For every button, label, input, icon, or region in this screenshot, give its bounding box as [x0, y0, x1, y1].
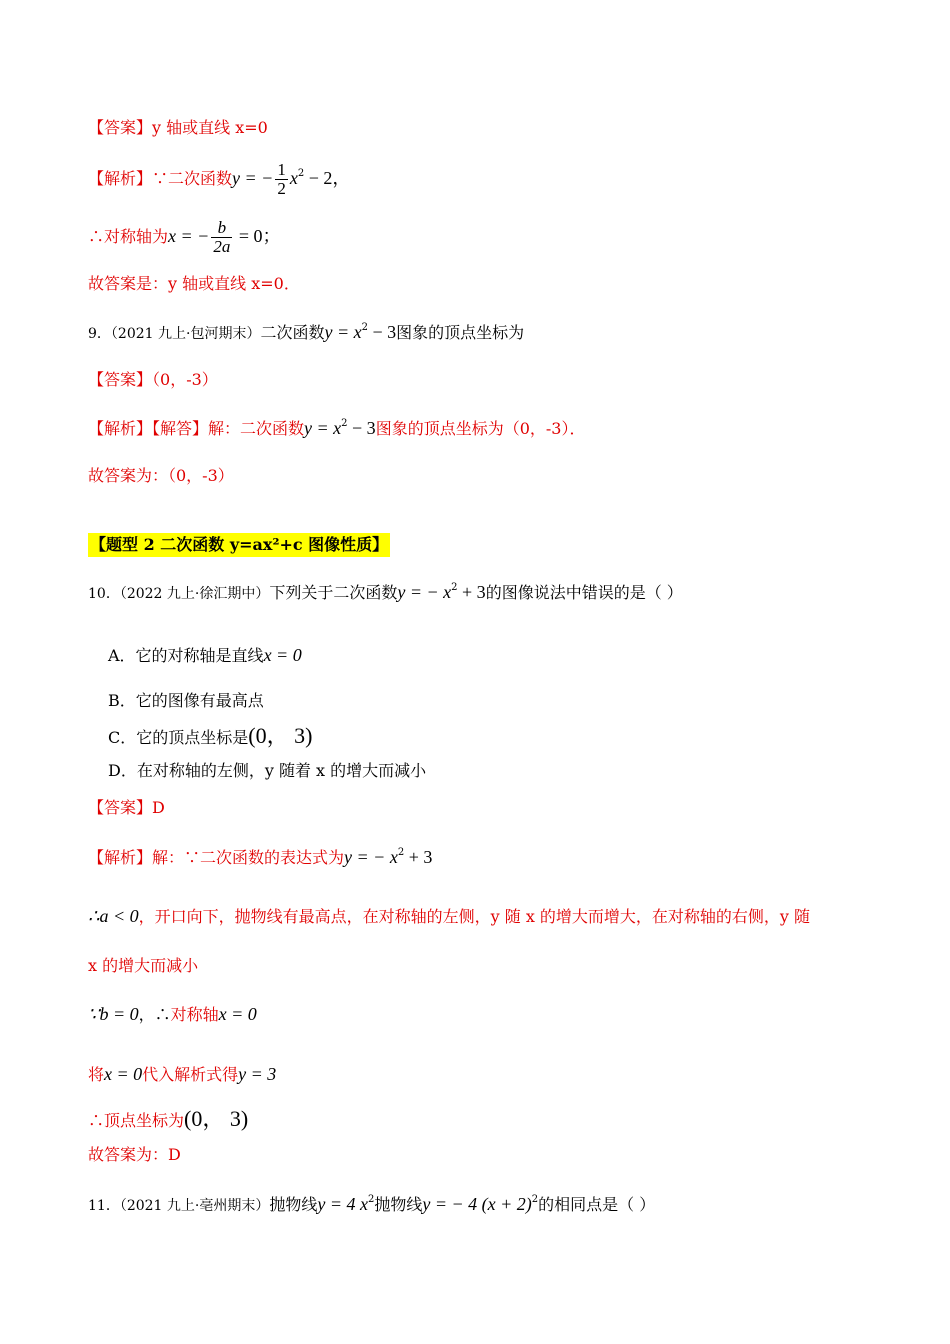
answer-tag: 【答案】: [88, 370, 153, 389]
analysis-tags: 【解析】【解答】: [88, 419, 209, 438]
step1-text: ，开口向下，抛物线有最高点，在对称轴的左侧，y 随 x 的增大而增大，在对称轴的右侧，y 随: [138, 907, 811, 926]
analysis-eq-exp: 2: [341, 418, 348, 429]
q10-conclusion: 故答案为：D: [88, 1145, 181, 1164]
stem-eq-b: − 3: [367, 322, 397, 342]
option-label: D．在对称轴的左侧，y 随着 x 的增大而减小: [108, 761, 427, 780]
stem-eq-a: y = x: [324, 322, 362, 342]
question-number: 9．: [88, 326, 111, 342]
step3-b: 代入解析式得: [142, 1065, 239, 1084]
analysis-prefix: ∵二次函数: [152, 169, 233, 188]
q11-stem: [88, 1192, 655, 1218]
analysis-eq-exp: 2: [397, 847, 405, 858]
axis-lhs: x = −: [168, 226, 210, 246]
option-d: [108, 759, 426, 783]
q10-step3: [88, 1062, 276, 1087]
q8-analysis: [88, 160, 350, 198]
axis-fraction: [211, 219, 232, 256]
step3-math-a: x = 0: [104, 1064, 143, 1084]
stem-b: 抛物线: [374, 1195, 423, 1214]
analysis-suffix: 图象的顶点坐标为（0，-3）．: [375, 419, 586, 438]
eq-x: x: [289, 168, 298, 188]
analysis-prefix: 解：二次函数: [208, 419, 305, 438]
stem-suffix: 图象的顶点坐标为: [396, 323, 525, 342]
question-number: 11．: [88, 1198, 120, 1214]
question-source: （2021 九上·包河期末）: [110, 326, 261, 342]
eq-numerator: 1: [277, 160, 286, 179]
eq1-a: y = 4 x: [317, 1194, 368, 1214]
axis-prefix: ∴对称轴为: [88, 227, 169, 246]
answer-tag: 【答案】: [88, 798, 153, 817]
q10-step2: [88, 1002, 257, 1027]
eq2-exp: 2: [531, 1194, 539, 1205]
analysis-tag: 【解析】: [88, 848, 153, 867]
q8-conclusion: 故答案是：y 轴或直线 x=0．: [88, 274, 300, 293]
q9-answer: [88, 368, 218, 392]
axis-rest: = 0；: [234, 226, 281, 246]
q8-answer: [88, 116, 268, 140]
stem-suffix: 的相同点是（ ）: [538, 1195, 656, 1214]
step4-math: (0， 3): [184, 1106, 249, 1131]
stem-eq-b: + 3: [457, 582, 486, 602]
analysis-eq-b: − 3: [347, 418, 376, 438]
stem-eq-exp: 2: [361, 322, 368, 333]
q9-analysis: [88, 416, 585, 441]
stem-a: 抛物线: [269, 1195, 318, 1214]
eq-exponent: 2: [297, 168, 305, 179]
eq-rest: − 2，: [304, 168, 351, 188]
q9-conclusion: 故答案为：（0，-3）: [88, 466, 234, 485]
question-source: （2021 九上·亳州期末）: [119, 1198, 270, 1214]
analysis-eq-a: y = x: [304, 418, 342, 438]
eq-lhs: y = −: [232, 168, 274, 188]
option-label: A．它的对称轴是直线: [108, 646, 264, 665]
analysis-prefix: 解：∵二次函数的表达式为: [152, 848, 345, 867]
step4-a: ∴顶点坐标为: [88, 1111, 185, 1130]
q9-stem: [88, 320, 524, 346]
analysis-eq-a: y = − x: [344, 847, 398, 867]
step2-math-a: ∵b = 0: [88, 1004, 139, 1024]
q10-step1: [88, 904, 810, 929]
q10-stem: [88, 580, 683, 606]
question-number: 10．: [88, 586, 120, 602]
answer-text: D: [152, 798, 165, 817]
q10-step4: [88, 1107, 248, 1133]
stem-eq-a: y = − x: [397, 582, 452, 602]
step2-text: 对称轴: [170, 1005, 219, 1024]
answer-text: （0，-3）: [152, 370, 218, 389]
step1-math: ∴a < 0: [88, 906, 139, 926]
eq1-exp: 2: [368, 1194, 375, 1205]
option-label: B．它的图像有最高点: [108, 691, 264, 710]
q10-answer: [88, 796, 165, 820]
q10-analysis: [88, 845, 432, 870]
analysis-tag: 【解析】: [88, 169, 153, 188]
answer-text: y 轴或直线 x=0: [152, 118, 268, 137]
step2-sep: ，∴: [138, 1005, 171, 1024]
question-source: （2022 九上·徐汇期中）: [119, 586, 270, 602]
eq2-a: y = − 4 (x + 2): [422, 1194, 532, 1214]
stem-suffix: 的图像说法中错误的是（ ）: [485, 583, 683, 602]
stem-prefix: 二次函数: [260, 323, 325, 342]
option-c: [108, 724, 312, 750]
stem-eq-exp: 2: [451, 582, 458, 593]
option-a: [108, 643, 302, 668]
step3-a: 将: [88, 1065, 105, 1084]
analysis-eq-b: + 3: [404, 847, 433, 867]
option-math: (0， 3): [248, 723, 313, 748]
axis-numerator: b: [211, 219, 232, 238]
q10-step1-cont: x 的增大而减小: [88, 956, 199, 975]
eq-denominator: 2: [277, 179, 286, 198]
axis-denominator: 2a: [213, 237, 231, 256]
answer-tag: 【答案】: [88, 118, 153, 137]
q8-axis: [88, 218, 280, 256]
stem-prefix: 下列关于二次函数: [269, 583, 398, 602]
option-b: [108, 689, 264, 713]
option-label: C．它的顶点坐标是: [108, 728, 249, 747]
option-math: x = 0: [263, 645, 302, 665]
eq-fraction: [275, 161, 288, 198]
section-heading: 【题型 2 二次函数 y=ax²+c 图像性质】: [88, 533, 390, 557]
step3-math-b: y = 3: [238, 1064, 277, 1084]
step2-math-b: x = 0: [218, 1004, 257, 1024]
